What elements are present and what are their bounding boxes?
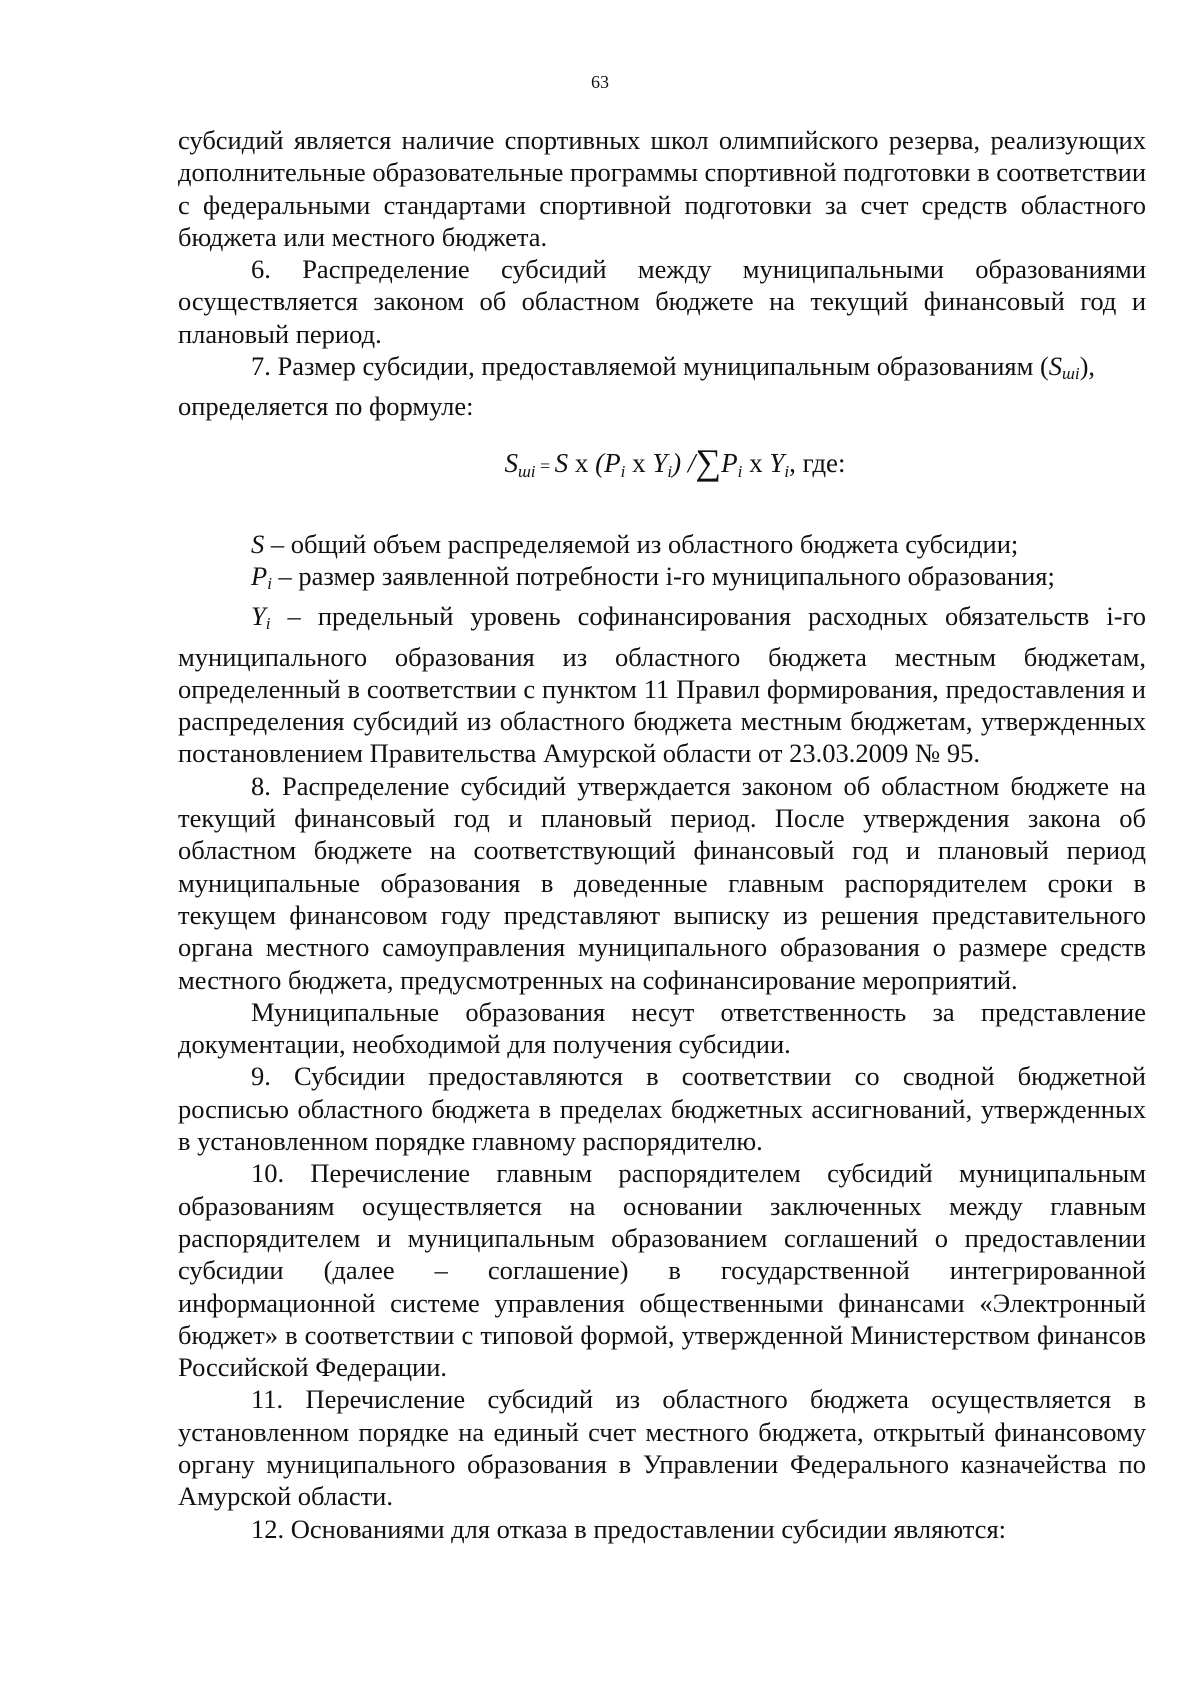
formula-y2-sub: i: [784, 461, 790, 481]
definition-s-text: – общий объем распределяемой из областного бюджета субсидии;: [264, 528, 1019, 559]
formula-y1: Y: [652, 447, 668, 478]
formula-close: ): [672, 447, 682, 478]
formula-s-mi: S: [504, 447, 518, 478]
paragraph-12: 12. Основаниями для отказа в предоставлении субсидии являются:: [251, 1513, 1006, 1544]
sigma-icon: ∑: [695, 441, 722, 482]
definition-y: [178, 600, 1146, 769]
subsidy-formula: [178, 441, 1146, 489]
formula-where: , где:: [789, 447, 846, 478]
paragraph-7-subscript: шi: [1062, 364, 1080, 384]
paragraph-11: 11. Перечисление субсидий из областного бюджета осуществляется в установленном порядке на единый счет местного бюджета, открытый финансовому органу муниципального образования в Управлении Федерального казначейства по Амурской области.: [178, 1384, 1146, 1512]
formula-s-mi-sub: шi: [517, 461, 536, 481]
formula-x2: x: [625, 447, 653, 478]
paragraph-7-text: 7. Размер субсидии, предоставляемой муниципальным образованиям (: [251, 351, 1049, 382]
formula-p1: P: [604, 447, 621, 478]
paragraph-6: 6. Распределение субсидий между муниципальными образованиями осуществляется законом об областном бюджете на текущий финансовый год и плановый период.: [178, 254, 1146, 349]
definition-s-symbol: S: [251, 528, 265, 559]
definition-y-symbol: Y: [251, 601, 266, 632]
paragraph-7-tail: определяется по формуле:: [178, 391, 474, 422]
paragraph-8: 8. Распределение субсидий утверждается законом об областном бюджете на текущий финансовый год и плановый период. После утверждения закона об областном бюджете на соответствующий финансовый год и плановый период муниципальные образования в доведенные главным распорядителем сроки в текущем финансовом году представляют выписку из решения представительного органа местного самоуправления муниципального образования о размере средств местного бюджета, предусмотренных на софинансирование мероприятий.: [178, 770, 1146, 995]
definition-p-subscript: i: [267, 573, 272, 593]
formula-p1-sub: i: [620, 461, 626, 481]
formula-x3: x: [742, 447, 770, 478]
formula-y2: Y: [769, 447, 785, 478]
paragraph-7-close: ),: [1079, 351, 1096, 382]
paragraph-9: 9. Субсидии предоставляются в соответствии со сводной бюджетной росписью областного бюджета в пределах бюджетных ассигнований, утвержденных в установленном порядке главному распорядителю.: [178, 1061, 1146, 1157]
paragraph-8b: Муниципальные образования несут ответственность за представление документации, необходимой для получения субсидии.: [178, 996, 1146, 1060]
formula-eq: =: [535, 455, 555, 476]
paragraph-intro: субсидий является наличие спортивных школ олимпийского резерва, реализующих дополнительные образовательные программы спортивной подготовки в соответствии с федеральными стандартами спортивной подготовки за счет средств областного бюджета или местного бюджета.: [178, 125, 1146, 252]
formula-y1-sub: i: [667, 461, 673, 481]
paragraph-10: 10. Перечисление главным распорядителем субсидий муниципальным образованиям осуществляется на основании заключенных между главным распорядителем и муниципальным образованием соглашений о предоставлении субсидии (далее – соглашение) в государственной интегрированной информационной системе управления общественными финансами «Электронный бюджет» в соответствии с типовой формой, утвержденной Министерством финансов Российской Федерации.: [178, 1158, 1146, 1383]
definition-p-text: – размер заявленной потребности i-го муниципального образования;: [271, 560, 1055, 591]
definition-p-symbol: P: [251, 560, 268, 591]
page-number: 63: [591, 72, 609, 92]
definition-y-subscript: i: [265, 614, 271, 634]
document-body: [178, 124, 1146, 1545]
definition-s: [178, 528, 1146, 560]
formula-x1: x: [568, 447, 596, 478]
formula-p2-sub: i: [737, 461, 743, 481]
formula-s: S: [554, 447, 569, 478]
definition-y-text: – предельный уровень софинансирования расходных обязательств i-го муниципального образования из областного бюджета местным бюджетам, определенный в соответствии с пунктом 11 Правил формирования, предоставления и распределения субсидий из областного бюджета местным бюджетам, утвержденных постановлением Правительства Амурской области от 23.03.2009 № 95.: [178, 601, 1146, 769]
paragraph-7-symbol: S: [1048, 351, 1063, 382]
definition-p: [178, 560, 1146, 600]
paragraph-7: [178, 350, 1146, 390]
formula-p2: P: [721, 447, 738, 478]
formula-slash: /: [681, 447, 696, 478]
formula-open: (: [595, 447, 605, 478]
